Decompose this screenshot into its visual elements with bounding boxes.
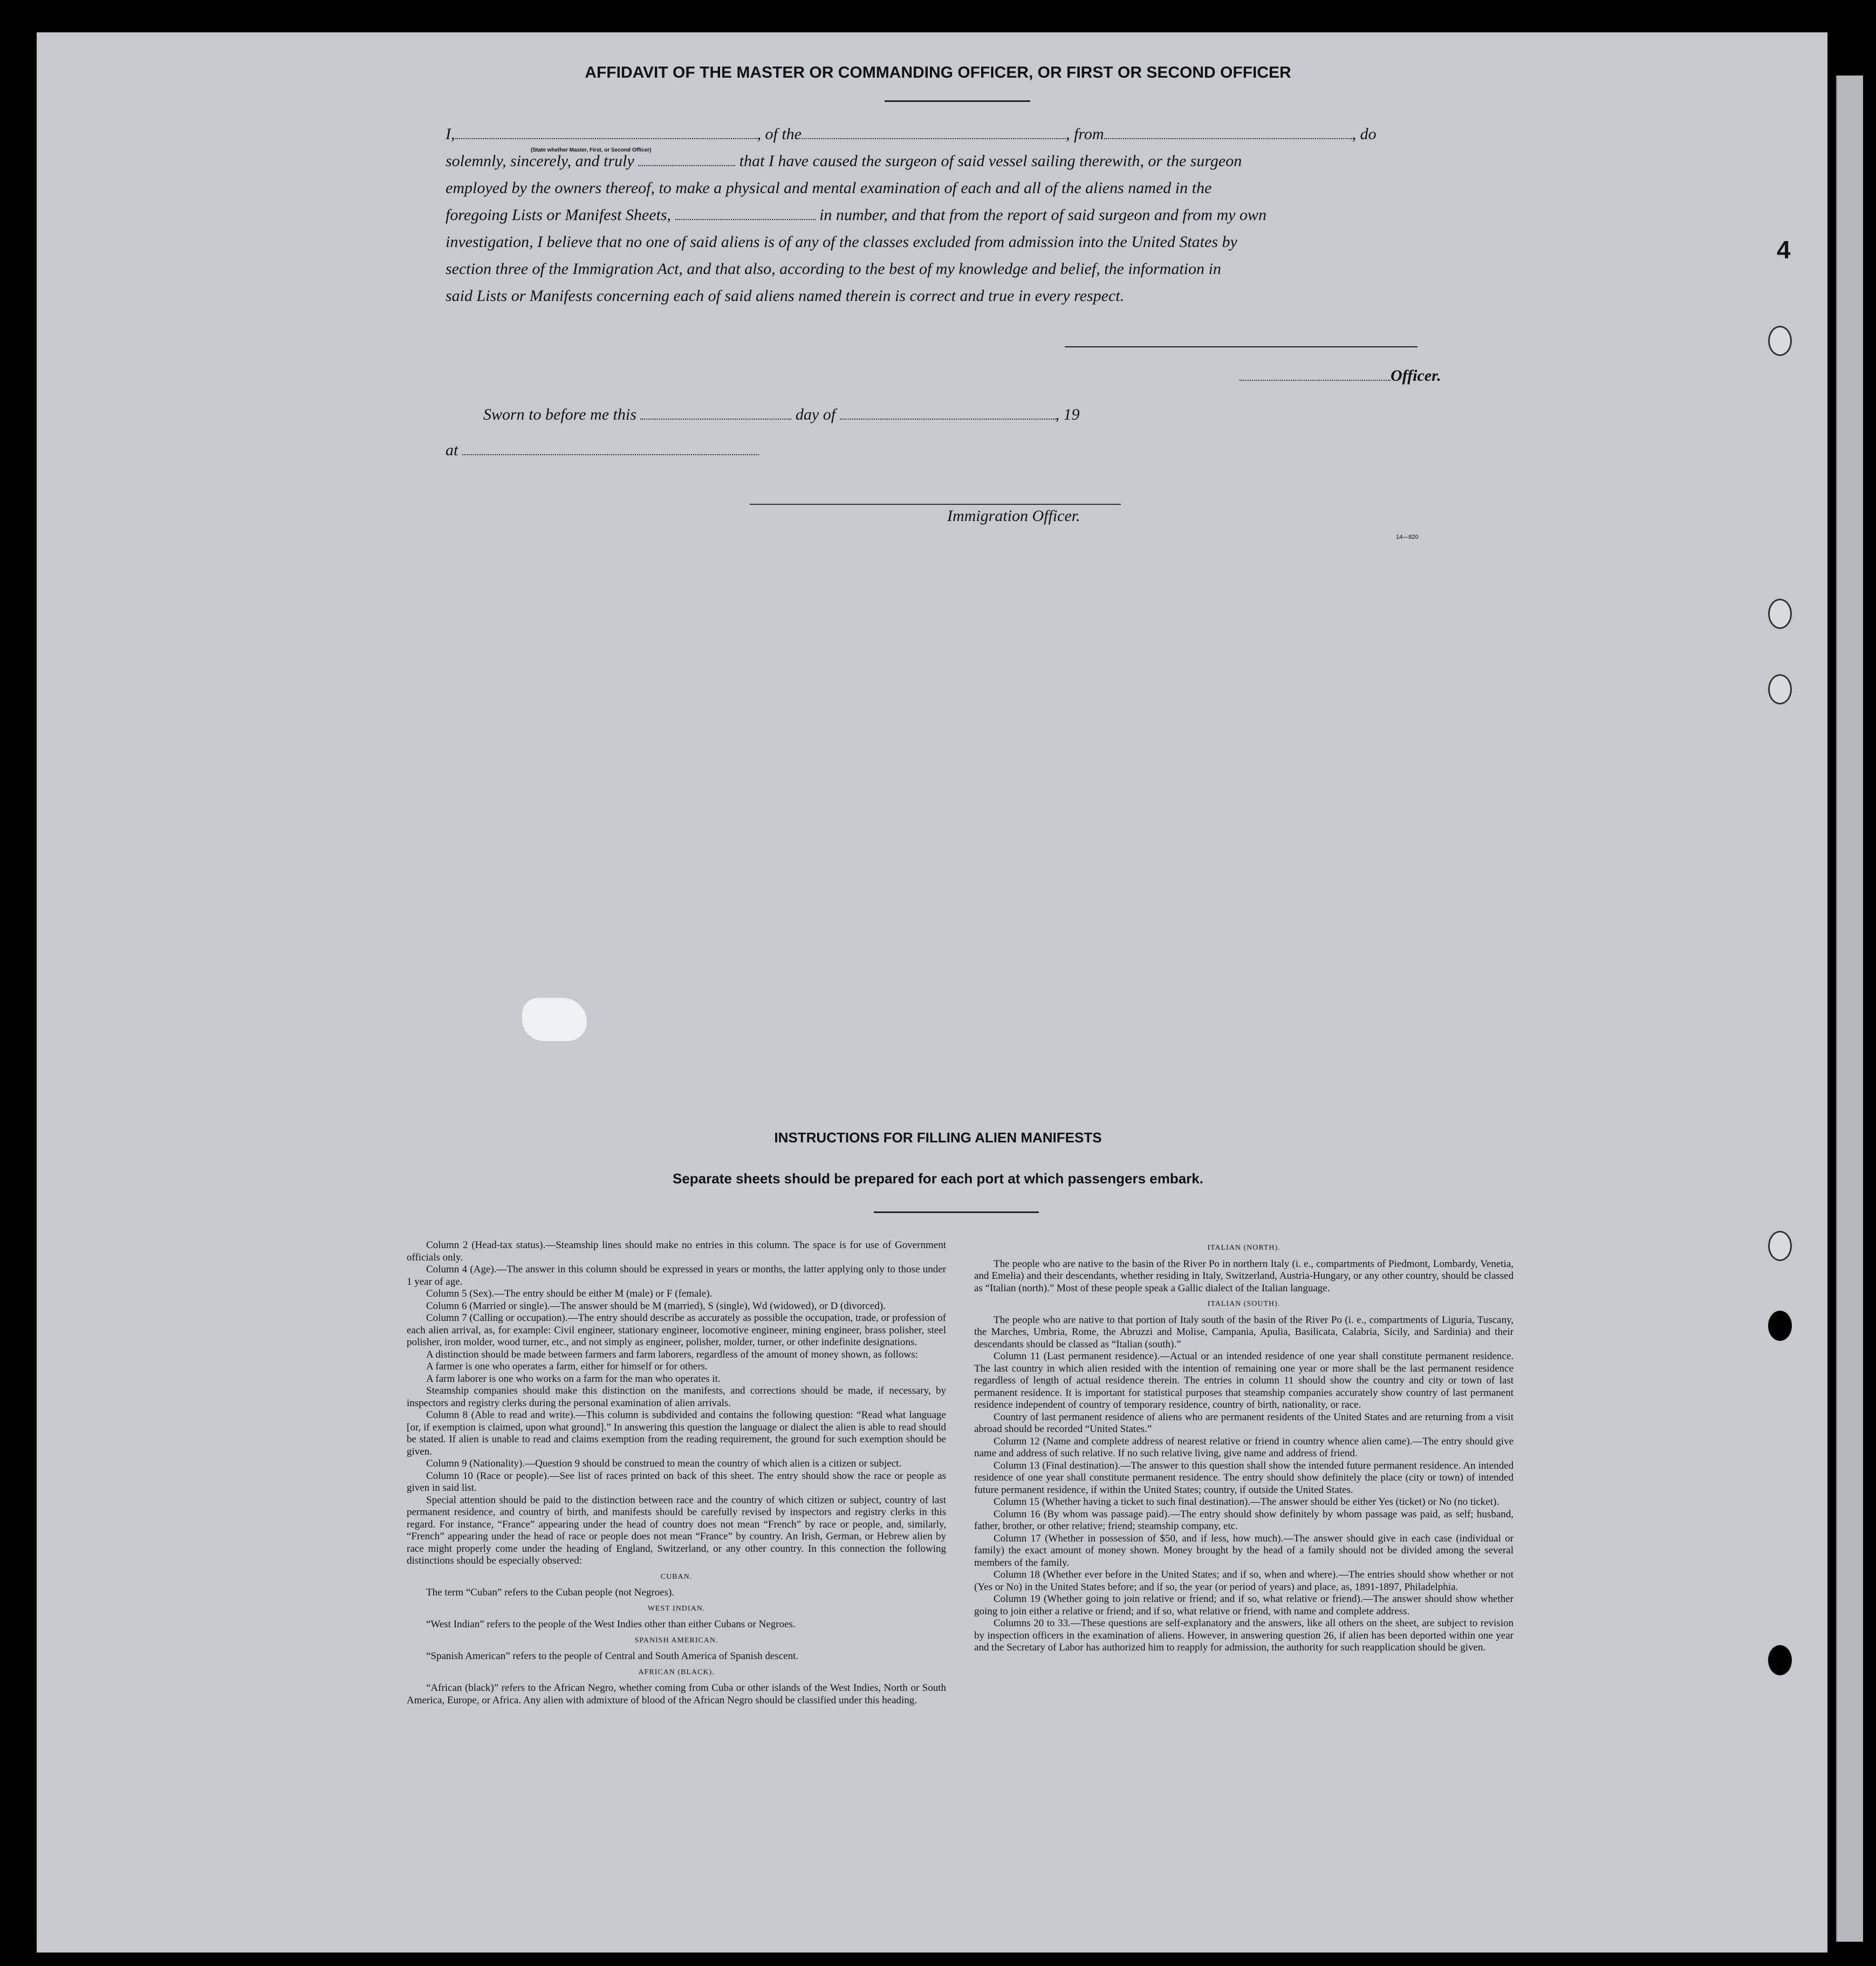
- instruction-paragraph: A distinction should be made between farmers and farm laborers, regardless of the amount of money shown, as follows:: [426, 1348, 918, 1360]
- instruction-paragraph: The people who are native to that portion of Italy south of the basin of the River Po (i. e., compartments of Liguria, Tuscany, the Marches, Umbria, Rome, the Abruzzi and Molise, Campania, Apulia, Basilicata, Calabria, Sicily, and Sardinia) and their descendants should be classed as “Italian (south).”: [974, 1314, 1514, 1350]
- section-heading: WEST INDIAN.: [647, 1604, 706, 1613]
- instruction-paragraph: Column 13 (Final destination).—The answer to this question shall show the intended future permanent residence. An intended residence of one year shall constitute permanent residence. The entry should show definitely the place (city or town) of intended future permanent residence, if within the United States; country, if outside the United States.: [974, 1460, 1514, 1496]
- instruction-paragraph: Column 18 (Whether ever before in the United States; and if so, when and where).—The entries should show whether or not (Yes or No) in the United States before; and if so, the year (or period of years) and place, as, 1891-1897, Philadelphia.: [974, 1569, 1514, 1593]
- instruction-paragraph: Column 10 (Race or people).—See list of races printed on back of this sheet. The entry should show the race or people as given in said list.: [407, 1470, 946, 1494]
- instructions-right-column: [974, 1238, 1514, 1654]
- punch-hole: [1768, 326, 1792, 356]
- instruction-paragraph: “African (black)” refers to the African Negro, whether coming from Cuba or other islands of the West Indies, North or South America, Europe, or Africa. Any alien with admixture of blood of the African Negro should be classified under this heading.: [407, 1682, 946, 1706]
- section-heading: CUBAN.: [660, 1572, 693, 1581]
- page-edge: [1836, 76, 1863, 1942]
- instructions-title: INSTRUCTIONS FOR FILLING ALIEN MANIFESTS: [774, 1129, 1102, 1146]
- punch-hole: [1768, 1645, 1792, 1675]
- section-heading: SPANISH AMERICAN.: [634, 1636, 718, 1645]
- instruction-paragraph: The term “Cuban” refers to the Cuban people (not Negroes).: [426, 1587, 675, 1598]
- section-heading: ITALIAN (NORTH).: [1207, 1244, 1281, 1252]
- sworn-line: Sworn to before me this day of , 19: [483, 406, 1080, 423]
- state-note: (State whether Master, First, or Second Officer): [531, 147, 652, 153]
- punch-hole: [1768, 1231, 1792, 1261]
- affidavit-title: AFFIDAVIT OF THE MASTER OR COMMANDING OFFICER, OR FIRST OR SECOND OFFICER: [585, 64, 1291, 81]
- instruction-paragraph: The people who are native to the basin of the River Po in northern Italy (i. e., compartments of Piedmont, Lombardy, Venetia, and Emelia) and their descendants, whether residing in Italy, Switzerland, Austria-Hungary, or any other country, should be classed as “Italian (north).” Most of these people speak a Gallic dialect of the Italian language.: [974, 1258, 1514, 1294]
- instruction-paragraph: “West Indian” refers to the people of the West Indies other than either Cubans or Negroes.: [426, 1619, 796, 1630]
- affidavit-line-6: section three of the Immigration Act, and that also, according to the best of my knowledge and belief, the information in: [446, 260, 1221, 278]
- punch-hole: [1768, 1311, 1792, 1341]
- instruction-paragraph: Column 6 (Married or single).—The answer should be M (married), S (single), Wd (widowed), or D (divorced).: [426, 1300, 886, 1312]
- immigration-officer-label: Immigration Officer.: [947, 507, 1080, 525]
- instruction-paragraph: Column 11 (Last permanent residence).—Actual or an intended residence of one year shall constitute permanent residence. The last country in which alien resided with the intention of remaining one year or more shall be the last permanent residence regardless of length of actual residence therein. The entries in column 11 should show the country and city or town of last permanent residence. It is important for statistical purposes that steamship companies accurately show country of last permanent residence independent of country of temporary residence, country of birth, nationality, or race.: [974, 1351, 1514, 1410]
- instruction-paragraph: Column 15 (Whether having a ticket to such final destination).—The answer should be either Yes (ticket) or No (no ticket).: [994, 1496, 1500, 1508]
- punch-hole: [1768, 599, 1792, 629]
- margin-mark: 4: [1777, 236, 1791, 264]
- instruction-paragraph: Column 4 (Age).—The answer in this column should be expressed in years or months, the latter applying only to those under 1 year of age.: [407, 1264, 946, 1287]
- affidavit-line-5: investigation, I believe that no one of said aliens is of any of the classes excluded from admission into the United States by: [446, 233, 1237, 251]
- instructions-left-column: [407, 1239, 946, 1707]
- punch-hole: [1768, 674, 1792, 704]
- instruction-paragraph: Column 19 (Whether going to join relative or friend; and if so, what relative or friend).—The answer should show whether going to join either a relative or friend; and if so, what relative or friend, with name and complete address.: [974, 1593, 1514, 1617]
- form-number: 14—820: [1396, 534, 1419, 540]
- instructions-subtitle: Separate sheets should be prepared for each port at which passengers embark.: [673, 1170, 1203, 1187]
- instruction-paragraph: Country of last permanent residence of aliens who are permanent residents of the United States and are returning from a visit abroad should be recorded “United States.”: [974, 1411, 1514, 1435]
- instruction-paragraph: Column 2 (Head-tax status).—Steamship lines should make no entries in this column. The space is for use of Government officials only.: [407, 1239, 946, 1263]
- section-heading: AFRICAN (BLACK).: [638, 1668, 715, 1676]
- affidavit-line-1: I, , of the , from , do: [446, 125, 1377, 143]
- affidavit-line-2: solemnly, sincerely, and truly that I have caused the surgeon of said vessel sailing therewith, or the surgeon: [446, 152, 1242, 170]
- instruction-paragraph: Column 5 (Sex).—The entry should be either M (male) or F (female).: [426, 1288, 713, 1299]
- title-rule: [885, 100, 1030, 102]
- at-line: at: [446, 441, 759, 460]
- instructions-rule: [874, 1211, 1039, 1213]
- instruction-paragraph: A farmer is one who operates a farm, either for himself or for others.: [426, 1361, 708, 1372]
- affidavit-line-7: said Lists or Manifests concerning each of said aliens named therein is correct and true in every respect.: [446, 287, 1125, 305]
- officer-signature: Officer.: [1240, 367, 1441, 385]
- affidavit-line-4: foregoing Lists or Manifest Sheets, in number, and that from the report of said surgeon and from my own: [446, 206, 1266, 224]
- instruction-paragraph: Steamship companies should make this distinction on the manifests, and corrections should be made, if necessary, by inspectors and registry clerks during the personal examination of alien arrivals.: [407, 1385, 946, 1409]
- instruction-paragraph: “Spanish American” refers to the people of Central and South America of Spanish descent.: [426, 1650, 799, 1662]
- signature-line: [1065, 346, 1418, 347]
- section-heading: ITALIAN (SOUTH).: [1207, 1300, 1281, 1308]
- paper-stain: [522, 998, 587, 1041]
- instruction-paragraph: Column 7 (Calling or occupation).—The entry should describe as accurately as possible the occupation, trade, or profession of each alien arrival, as, for example: Civil engineer, stationary engineer, locomotive engineer, mining engineer, brass polisher, steel polisher, iron molder, wood turner, etc., and not simply as engineer, polisher, molder, turner, or other indefinite designations.: [407, 1312, 946, 1348]
- instruction-paragraph: Column 9 (Nationality).—Question 9 should be construed to mean the country of which alien is a citizen or subject.: [426, 1458, 902, 1469]
- instruction-paragraph: Columns 20 to 33.—These questions are self-explanatory and the answers, like all others on the sheet, are subject to revision by inspection officers in the examination of aliens. However, in answering question 26, if alien has been deported within one year and the Secretary of Labor has authorized him to reapply for admission, the authority for such reapplication should be given.: [974, 1618, 1514, 1653]
- instruction-paragraph: A farm laborer is one who works on a farm for the man who operates it.: [426, 1373, 721, 1385]
- immigration-officer-line: [750, 504, 1121, 505]
- instruction-paragraph: Column 17 (Whether in possession of $50, and if less, how much).—The answer should give in each case (individual or family) the exact amount of money shown. Money brought by the head of a family should not be divided among the several members of the family.: [974, 1532, 1514, 1568]
- instruction-paragraph: Column 12 (Name and complete address of nearest relative or friend in country whence alien came).—The entry should give name and address of such relative. If no such relative living, give name and address of friend.: [974, 1435, 1514, 1459]
- instruction-paragraph: Column 16 (By whom was passage paid).—The entry should show definitely by whom passage was paid, as self; husband, father, brother, or other relative; friend; steamship company, etc.: [974, 1508, 1514, 1532]
- affidavit-line-3: employed by the owners thereof, to make a physical and mental examination of each and all of the aliens named in the: [446, 179, 1212, 197]
- instruction-paragraph: Special attention should be paid to the distinction between race and the country of which citizen or subject, country of last permanent residence, and country of birth, and manifests should be carefully revised by inspectors and registry clerks in this regard. For instance, “France” appearing under the head of country does not mean “French” by race or people, and, similarly, “French” appearing under the head of race or people does not mean “France” by country. An Irish, German, or Hebrew alien by race might properly come under the heading of England, Switzerland, or any other country. In this connection the following distinctions should be especially observed:: [407, 1494, 946, 1566]
- instruction-paragraph: Column 8 (Able to read and write).—This column is subdivided and contains the following question: “Read what language [or, if exemption is claimed, upon what ground].” In answering this question the language or dialect the alien is able to read should be stated. If alien is unable to read and claims exemption from the reading requirement, the ground for such exemption should be given.: [407, 1409, 946, 1457]
